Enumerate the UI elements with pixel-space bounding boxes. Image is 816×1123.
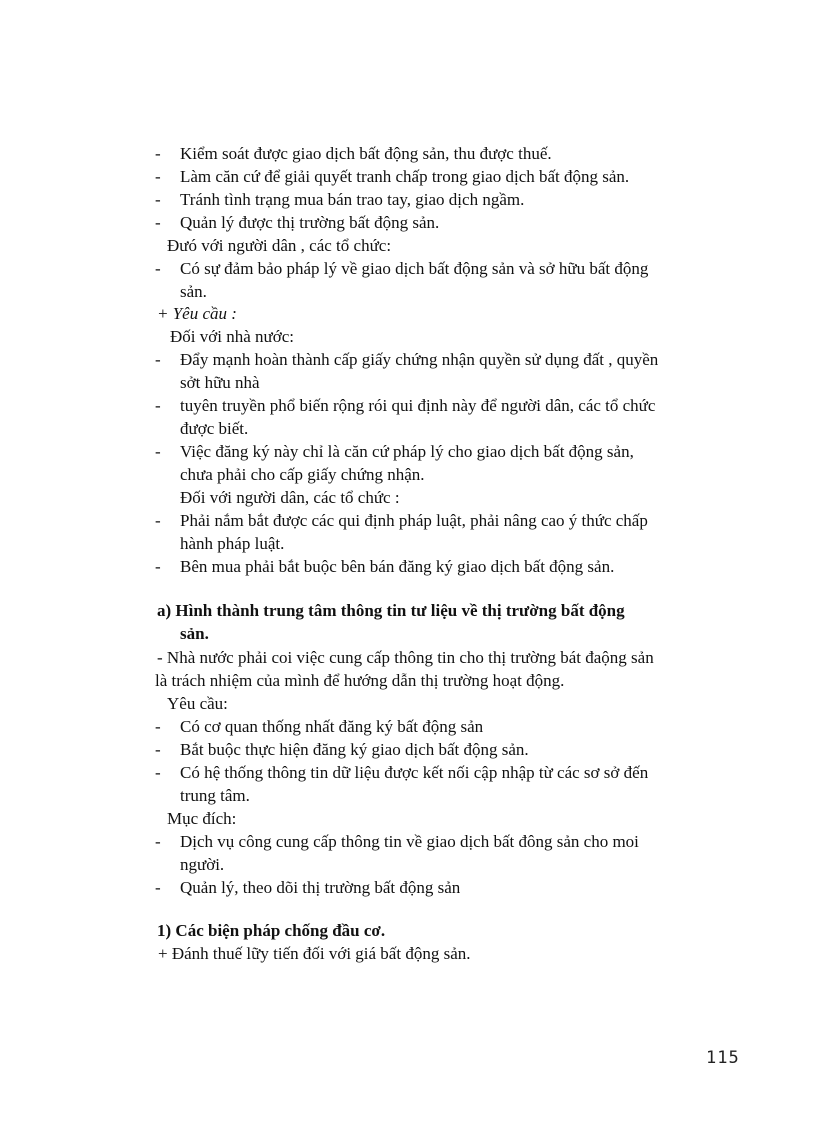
subheading: Đối với người dân, các tổ chức : [180,488,400,507]
bullet-text: tuyên truyền phổ biến rộng rói qui định này để người dân, các tổ chức [180,396,656,415]
bullet-text: Phải nắm bắt được các qui định pháp luật, phải nâng cao ý thức chấp [180,511,648,530]
subheading: Đối với nhà nước: [170,327,294,346]
paragraph: + Đánh thuế lữy tiến đối với giá bất động sản. [158,944,471,963]
bullet-text: Có hệ thống thông tin dữ liệu được kết nối cập nhập từ các sơ sở đến [180,763,649,782]
bullet-text-continued: sởt hữu nhà [180,373,260,392]
bullet-text: Bắt buộc thực hiện đăng ký giao dịch bất động sản. [180,740,529,759]
bullet-dash: - [155,144,161,163]
bullet-text-continued: hành pháp luật. [180,534,285,553]
page-number: 115 [706,1048,740,1068]
bullet-dash: - [155,259,161,278]
subheading: Mục đích: [167,809,237,828]
paragraph: - Nhà nước phải coi việc cung cấp thông tin cho thị trường bát đaộng sản [157,648,654,667]
bullet-dash: - [155,396,161,415]
bullet-text: Quản lý được thị trường bất động sản. [180,213,440,232]
bullet-dash: - [155,442,161,461]
bullet-text-continued: sản. [180,282,207,301]
bullet-dash: - [155,190,161,209]
bullet-text: Đẩy mạnh hoàn thành cấp giấy chứng nhận quyền sử dụng đất , quyền [180,350,659,369]
bullet-text-continued: được biết. [180,419,249,438]
bullet-text: Tránh tình trạng mua bán trao tay, giao dịch ngầm. [180,190,525,209]
bullet-dash: - [155,717,161,736]
bullet-dash: - [155,878,161,897]
bullet-dash: - [155,763,161,782]
subheading: Đưó với người dân , các tổ chức: [167,236,392,255]
bullet-dash: - [155,740,161,759]
bullet-dash: - [155,167,161,186]
requirements-label: + Yêu cầu : [157,304,237,323]
bullet-text: Có sự đảm bảo pháp lý về giao dịch bất động sản và sở hữu bất động [180,259,649,278]
section-heading-continued: sản. [180,624,209,643]
bullet-dash: - [155,832,161,851]
bullet-text: Dịch vụ công cung cấp thông tin về giao dịch bất đông sản cho moi [180,832,639,851]
bullet-text-continued: người. [180,855,225,874]
section-heading: a) Hình thành trung tâm thông tin tư liệu về thị trường bất động [157,601,625,620]
bullet-text: Quản lý, theo dõi thị trường bất động sản [180,878,461,897]
bullet-text-continued: trung tâm. [180,786,250,805]
bullet-text: Bên mua phải bắt buộc bên bán đăng ký giao dịch bất động sản. [180,557,615,576]
paragraph-continued: là trách nhiệm của mình để hướng dẫn thị trường hoạt động. [155,671,565,690]
subheading: Yêu cầu: [167,694,228,713]
bullet-text: Việc đăng ký này chỉ là căn cứ pháp lý cho giao dịch bất động sản, [180,442,634,461]
bullet-dash: - [155,213,161,232]
bullet-text: Có cơ quan thống nhất đăng ký bất động sản [180,717,484,736]
bullet-text: Làm căn cứ để giải quyết tranh chấp trong giao dịch bất động sản. [180,167,630,186]
bullet-dash: - [155,511,161,530]
section-heading: 1) Các biện pháp chống đầu cơ. [157,921,386,940]
bullet-dash: - [155,557,161,576]
bullet-text: Kiểm soát được giao dịch bất động sản, thu được thuế. [180,144,552,163]
bullet-dash: - [155,350,161,369]
bullet-text-continued: chưa phải cho cấp giấy chứng nhận. [180,465,425,484]
